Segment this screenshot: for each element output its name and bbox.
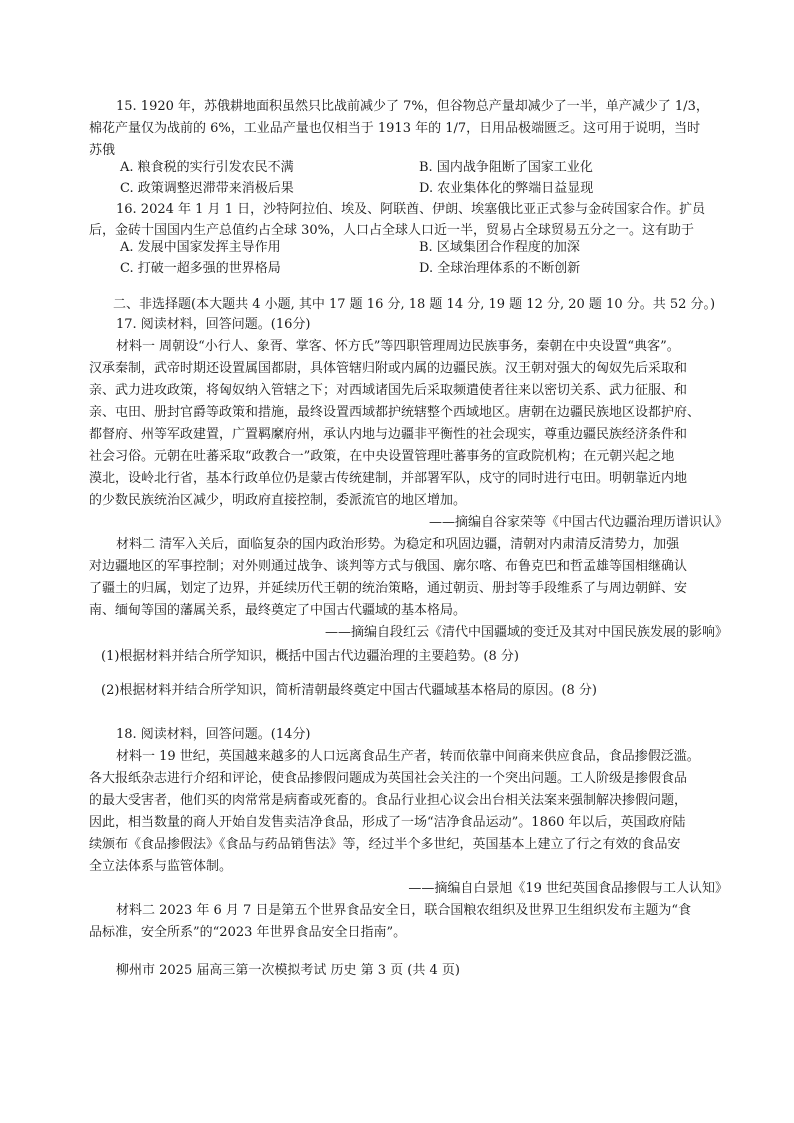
q18-material1-line-1: 材料一 19 世纪，英国越来越多的人口远离食品生产者，转而依靠中间商来供应食品，食品掺假泛滥。 — [116, 749, 700, 764]
q17-material1-line-2: 汉承秦制，武帝时期还设置属国都尉，具体管辖归附或内属的边疆民族。汉王朝对强大的匈奴先后采取和 — [89, 361, 688, 376]
q17-material1-line-8: 的少数民族统治区减少，明政府直接控制，委派流官的地区增加。 — [89, 493, 467, 508]
q17-material2-line-2: 对边疆地区的军事控制；对外则通过战争、谈判等方式与俄国、廓尔喀、布鲁克巴和哲孟雄等国相继确认 — [89, 559, 688, 574]
q17-source-2: ——摘编自段红云《清代中国疆域的变迁及其对中国民族发展的影响》 — [324, 625, 728, 640]
q18-material1-line-3: 的最大受害者，他们买的肉常常是病畜或死畜的。食品行业担心议会出台相关法案来强制解决掺假问题， — [89, 793, 688, 808]
q15-stem-line-1: 15. 1920 年，苏俄耕地面积虽然只比战前减少了 7%，但谷物总产量却减少了一半，单产减少了 1/3， — [116, 99, 709, 114]
q17-source-1: ——摘编自谷家荣等《中国古代边疆治理历谱识认》 — [428, 515, 728, 530]
q15-option-b: B. 国内战争阻断了国家工业化 — [419, 160, 593, 175]
q18-material1-line-5: 续颁布《食品掺假法》《食品与药品销售法》等，经过半个多世纪，英国基本上建立了行之有效的食品安 — [89, 837, 681, 852]
q18-material1-line-6: 全立法体系与监管体制。 — [89, 859, 233, 874]
q17-material1-line-4: 亲、屯田、册封官爵等政策和措施，最终设置西域都护统辖整个西域地区。唐朝在边疆民族地区设都护府、 — [89, 405, 701, 420]
q16-option-d: D. 全球治理体系的不断创新 — [419, 261, 581, 276]
q15-option-d: D. 农业集体化的弊端日益显现 — [419, 181, 594, 196]
q17-material1-line-3: 亲、武力进攻政策，将匈奴纳入管辖之下；对西域诸国先后采取频遣使者往来以密切关系、武力征服、和 — [89, 383, 688, 398]
q15-stem-line-3: 苏俄 — [89, 143, 116, 158]
q16-stem-line-1: 16. 2024 年 1 月 1 日，沙特阿拉伯、埃及、阿联酋、伊朗、埃塞俄比亚正式参与金砖国家合作。扩员 — [116, 202, 706, 217]
q17-material2-line-4: 南、缅甸等国的藩属关系，最终奠定了中国古代疆域的基本格局。 — [89, 603, 467, 618]
q16-option-b: B. 区域集团合作程度的加深 — [419, 240, 580, 255]
page-footer: 柳州市 2025 届高三第一次模拟考试 历史 第 3 页 (共 4 页) — [116, 963, 460, 978]
q15-option-a: A. 粮食税的实行引发农民不满 — [120, 160, 294, 175]
q18-material2-line-1: 材料二 2023 年 6 月 7 日是第五个世界食品安全日，联合国粮农组织及世界卫生组织发布主题为“食 — [116, 903, 692, 918]
q17-title: 17. 阅读材料，回答问题。(16分) — [116, 317, 311, 332]
q18-material2-line-2: 品标准，安全所系”的“2023 年世界食品安全日指南”。 — [89, 925, 407, 940]
q18-material1-line-2: 各大报纸杂志进行介绍和评论，使食品掺假问题成为英国社会关注的一个突出问题。工人阶级是掺假食品 — [89, 771, 688, 786]
q16-option-c: C. 打破一超多强的世界格局 — [120, 261, 281, 276]
q17-material1-line-5: 都督府、州等军政建置，广置羁縻府州，承认内地与边疆非平衡性的社会现实，尊重边疆民族经济条件和 — [89, 427, 688, 442]
q15-stem-line-2: 棉花产量仅为战前的 6%，工业品产量也仅相当于 1913 年的 1/7，日用品极端匮乏。这可用于说明，当时 — [89, 121, 701, 136]
q17-subquestion-2: (2)根据材料并结合所学知识，简析清朝最终奠定中国古代疆域基本格局的原因。(8 分) — [101, 683, 597, 698]
section-2-heading: 二、非选择题(本大题共 4 小题, 其中 17 题 16 分, 18 题 14 分, 19 题 12 分, 20 题 10 分。共 52 分。) — [113, 297, 716, 312]
q17-subquestion-1: (1)根据材料并结合所学知识，概括中国古代边疆治理的主要趋势。(8 分) — [101, 649, 519, 664]
q18-material1-line-4: 因此，相当数量的商人开始自发售卖洁净食品，形成了一场“洁净食品运动”。1860 年以后，英国政府陆 — [89, 815, 686, 830]
q16-option-a: A. 发展中国家发挥主导作用 — [120, 240, 281, 255]
q17-material1-line-7: 漠北，设岭北行省，基本行政单位仍是蒙古传统建制，并部署军队，戍守的同时进行屯田。明朝靠近内地 — [89, 471, 688, 486]
q18-source-1: ——摘编自白景旭《19 世纪英国食品掺假与工人认知》 — [408, 881, 728, 896]
q18-title: 18. 阅读材料，回答问题。(14分) — [116, 727, 311, 742]
q16-stem-line-2: 后，金砖十国国内生产总值约占全球 30%，人口占全球人口近一半，贸易占全球贸易五分之一。这有助于 — [89, 223, 695, 238]
q17-material1-line-6: 社会习俗。元朝在吐蕃采取“政教合一”政策，在中央设置管理吐蕃事务的宣政院机构；在元朝兴起之地 — [89, 449, 675, 464]
q17-material2-line-1: 材料二 清军入关后，面临复杂的国内政治形势。为稳定和巩固边疆，清朝对内肃清反清势力，加强 — [116, 537, 680, 552]
q17-material1-line-1: 材料一 周朝设“小行人、象胥、掌客、怀方氏”等四职管理周边民族事务，秦朝在中央设置“典客”。 — [116, 339, 680, 354]
q15-option-c: C. 政策调整迟滞带来消极后果 — [120, 181, 294, 196]
q17-material2-line-3: 了疆土的归属，划定了边界，并延续历代王朝的统治策略，通过朝贡、册封等手段维系了与周边朝鲜、安 — [89, 581, 688, 596]
